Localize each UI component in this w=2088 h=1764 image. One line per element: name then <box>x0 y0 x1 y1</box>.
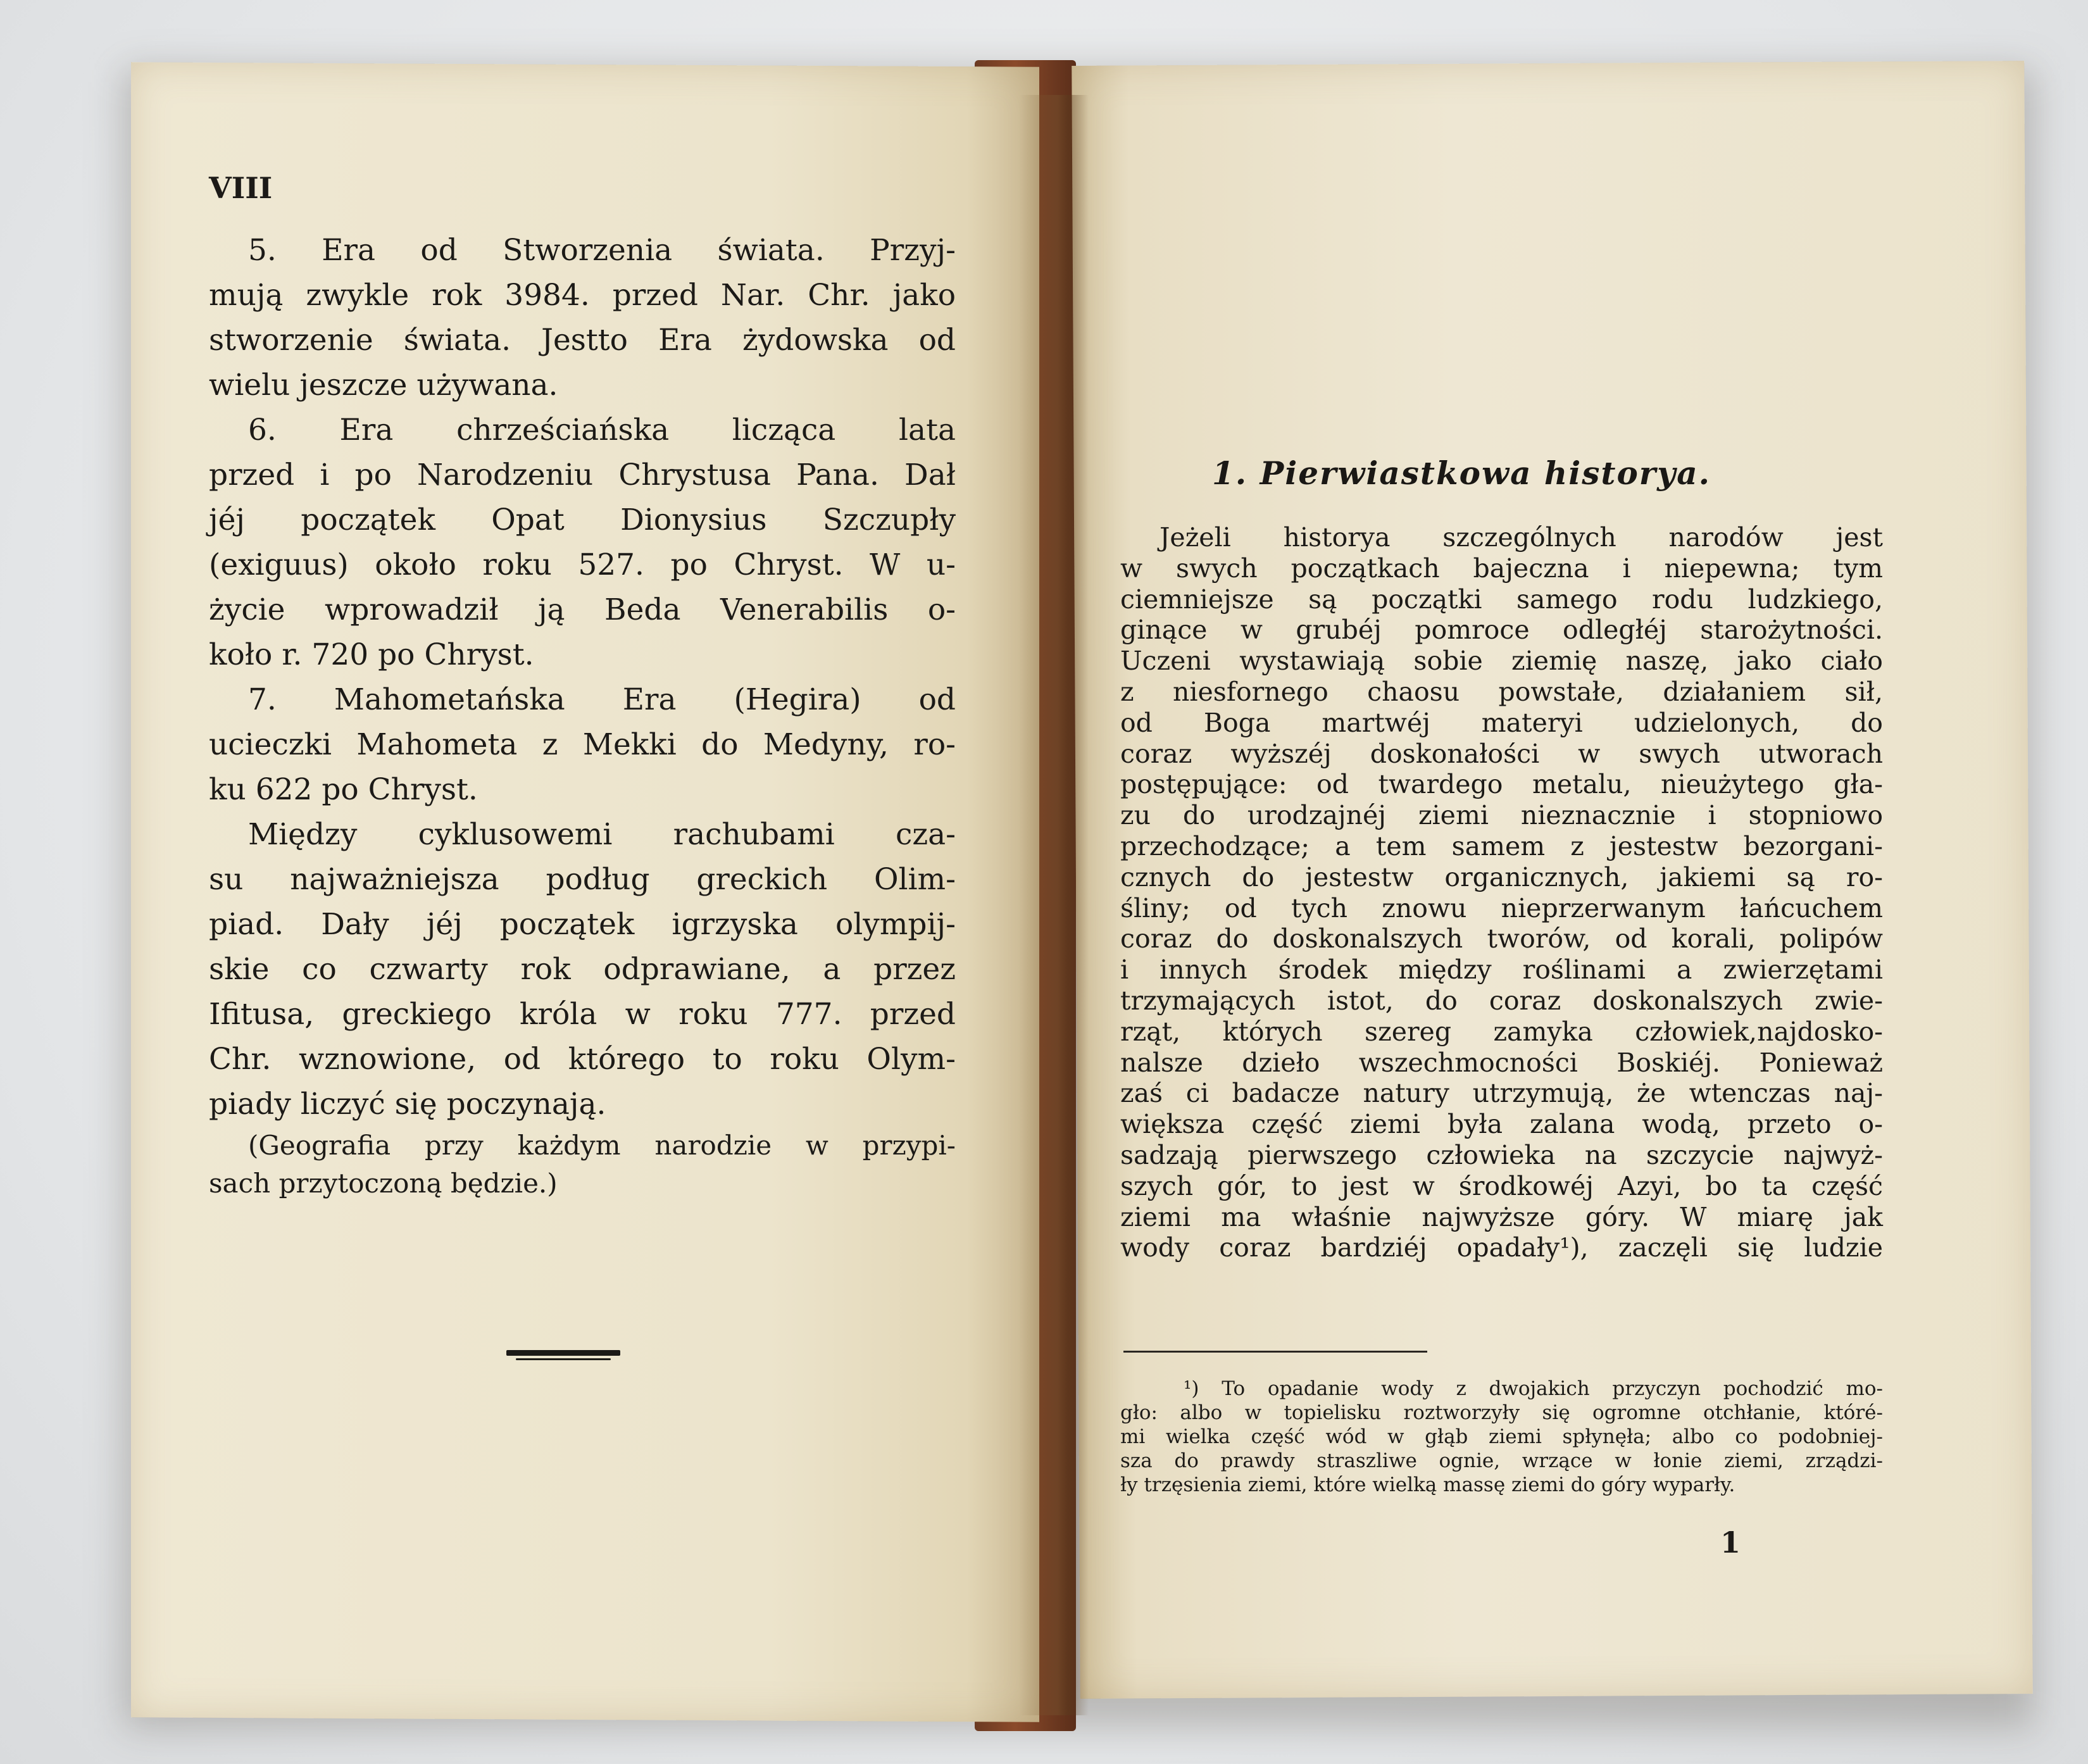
text-line: śliny; od tych znowu nieprzerwanym łańcuchem <box>1120 892 1883 923</box>
section-end-rule-thin <box>516 1358 611 1360</box>
text-line: przechodzące; a tem samem z jestestw bezorgani- <box>1120 830 1883 861</box>
text-line: su najważniejsza podług greckich Olim- <box>209 862 956 897</box>
text-line: większa część ziemi była zalana wodą, przeto o- <box>1120 1109 1883 1140</box>
text-line: stworzenie świata. Jestto Era żydowska od <box>209 323 956 358</box>
text-line: Uczeni wystawiają sobie ziemię naszę, jako ciało <box>1120 646 1883 677</box>
text-line: jéj początek Opat Dionysius Szczupły <box>209 503 956 537</box>
paragraph-olympiads <box>209 812 956 1127</box>
paragraph-era-hegira <box>209 677 956 812</box>
paragraph-geography-note <box>209 1127 956 1203</box>
text-line: coraz wyższéj doskonałości w swych utworach <box>1120 738 1883 769</box>
footnote-rule <box>1123 1351 1427 1353</box>
text-line: w swych początkach bajeczna i niepewna; tym <box>1120 553 1883 584</box>
book-gutter <box>1019 95 1089 1715</box>
text-line: mują zwykle rok 3984. przed Nar. Chr. jako <box>209 278 956 313</box>
paragraph-era-creation <box>209 228 956 408</box>
footnote-line: gło: albo w topielisku roztworzyły się ogromne otchłanie, któré- <box>1120 1401 1883 1424</box>
text-line: szych gór, to jest w środkowéj Azyi, bo ta część <box>1120 1170 1883 1201</box>
text-line: Chr. wznowione, od którego to roku Olym- <box>209 1042 956 1077</box>
text-line: trzymających istot, do coraz doskonalszych zwie- <box>1120 985 1883 1016</box>
text-line: cznych do jestestw organicznych, jakiemi są ro- <box>1120 861 1883 892</box>
text-line: zaś ci badacze natury utrzymują, że wtenczas naj- <box>1120 1078 1883 1109</box>
text-line: coraz do doskonalszych tworów, od korali, polipów <box>1120 923 1883 954</box>
text-line: zu do urodzajnéj ziemi nieznacznie i stopniowo <box>1120 800 1883 831</box>
right-page-number: 1 <box>1720 1525 1741 1560</box>
text-line: koło r. 720 po Chryst. <box>209 637 534 672</box>
text-line: przed i po Narodzeniu Chrystusa Pana. Dał <box>209 458 956 492</box>
text-line: Jeżeli historya szczególnych narodów jest <box>1160 522 1883 553</box>
text-line: Ifitusa, greckiego króla w roku 777. przed <box>209 997 956 1032</box>
footnote-line: mi wielka część wód w głąb ziemi spłynęła; albo co podobniej- <box>1120 1425 1883 1448</box>
text-line: życie wprowadził ją Beda Venerabilis o- <box>209 592 956 627</box>
text-line: z niesfornego chaosu powstałe, działaniem sił, <box>1120 676 1883 707</box>
text-line: (Geografia przy każdym narodzie w przypi- <box>248 1130 956 1161</box>
text-line: ku 622 po Chryst. <box>209 772 478 807</box>
text-line: wielu jeszcze używana. <box>209 368 558 403</box>
text-line: skie co czwarty rok odprawiane, a przez <box>209 952 956 987</box>
text-line: sadzają pierwszego człowieka na szczycie najwyż- <box>1120 1139 1883 1170</box>
text-line: Między cyklusowemi rachubami cza- <box>248 817 956 852</box>
footnote-line: sza do prawdy straszliwe ognie, wrzące w łonie ziemi, zrządzi- <box>1120 1449 1883 1472</box>
text-line: (exiguus) około roku 527. po Chryst. W u- <box>209 547 956 582</box>
text-line: postępujące: od twardego metalu, nieużytego gła- <box>1120 769 1883 800</box>
text-line: 6. Era chrześciańska licząca lata <box>248 413 956 447</box>
footnote-line: ły trzęsienia ziemi, które wielką massę ziemi do góry wyparły. <box>1120 1473 1735 1496</box>
text-line: nalsze dzieło wszechmocności Boskiéj. Ponieważ <box>1120 1047 1883 1078</box>
text-line: 7. Mahometańska Era (Hegira) od <box>248 682 956 717</box>
text-line: piady liczyć się poczynają. <box>209 1087 606 1122</box>
text-line: ciemniejsze są początki samego rodu ludzkiego, <box>1120 584 1883 615</box>
footnotes <box>1120 1377 1883 1497</box>
left-page-number: VIII <box>209 171 273 205</box>
section-end-rule <box>506 1350 620 1356</box>
paragraph-era-christian <box>209 408 956 677</box>
text-line: 5. Era od Stworzenia świata. Przyj- <box>248 233 956 268</box>
footnote-line: ¹) To opadanie wody z dwojakich przyczyn pochodzić mo- <box>1184 1377 1883 1400</box>
text-line: ziemi ma właśnie najwyższe góry. W miarę jak <box>1120 1201 1883 1232</box>
chapter-title: 1. Pierwiastkowa historya. <box>1212 454 1711 492</box>
right-page-text <box>1120 522 1883 1263</box>
text-line: ucieczki Mahometa z Mekki do Medyny, ro- <box>209 727 956 762</box>
text-line: od Boga martwéj materyi udzielonych, do <box>1120 707 1883 738</box>
text-line: sach przytoczoną będzie.) <box>209 1168 558 1199</box>
text-line: ginące w grubéj pomroce odległéj starożytności. <box>1120 615 1883 646</box>
left-page-text <box>209 165 956 1203</box>
text-line: piad. Dały jéj początek igrzyska olympij- <box>209 907 956 942</box>
text-line: i innych środek między roślinami a zwierzętami <box>1120 954 1883 985</box>
text-line: wody coraz bardziéj opadały¹), zaczęli się ludzie <box>1120 1232 1883 1263</box>
text-line: rząt, których szereg zamyka człowiek,najdosko- <box>1120 1016 1883 1047</box>
